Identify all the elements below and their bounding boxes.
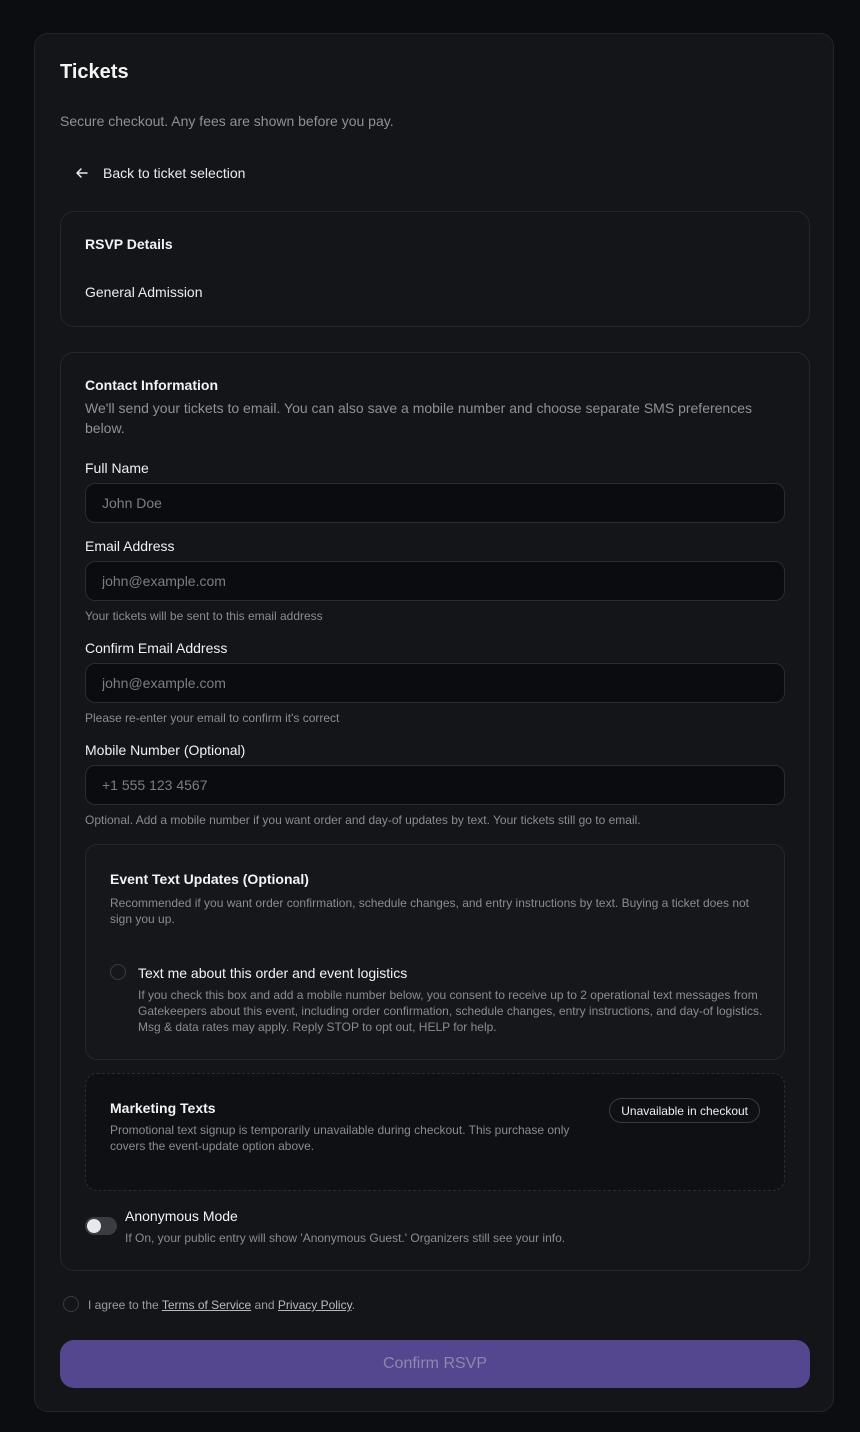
email-input[interactable]: [85, 561, 785, 601]
full-name-input[interactable]: [85, 483, 785, 523]
sms-consent-checkbox[interactable]: [110, 964, 126, 980]
email-label: Email Address: [85, 538, 175, 554]
confirm-email-help-text: Please re-enter your email to confirm it's correct: [85, 711, 340, 725]
anonymous-mode-label: Anonymous Mode: [125, 1208, 238, 1224]
agree-suffix: .: [351, 1298, 356, 1312]
mobile-number-input[interactable]: [85, 765, 785, 805]
marketing-heading: Marketing Texts: [110, 1100, 216, 1116]
agree-conjunction: and: [251, 1298, 278, 1312]
anonymous-mode-description: If On, your public entry will show 'Anonymous Guest.' Organizers still see your info.: [125, 1231, 566, 1245]
contact-description: We'll send your tickets to email. You can also save a mobile number and choose separate SMS preferences below.: [85, 400, 753, 436]
toggle-knob: [87, 1219, 101, 1233]
full-name-label: Full Name: [85, 460, 149, 476]
confirm-rsvp-button[interactable]: Confirm RSVP: [60, 1340, 810, 1388]
contact-information-panel: [60, 352, 810, 1271]
sms-consent-label[interactable]: Text me about this order and event logistics: [138, 965, 408, 981]
sms-updates-description: Recommended if you want order confirmation, schedule changes, and entry instructions by text. Buying a ticket does not sign you up.: [110, 896, 750, 926]
unavailable-badge: Unavailable in checkout: [609, 1098, 760, 1123]
email-help-text: Your tickets will be sent to this email address: [85, 609, 323, 623]
privacy-policy-link[interactable]: Privacy Policy: [277, 1298, 352, 1312]
event-text-updates-box: [85, 844, 785, 1060]
mobile-number-label: Mobile Number (Optional): [85, 742, 246, 758]
ticket-type-name: General Admission: [85, 284, 203, 300]
marketing-texts-box: [85, 1073, 785, 1191]
page-title: Tickets: [60, 61, 129, 83]
page-subtitle: Secure checkout. Any fees are shown before you pay.: [60, 113, 394, 129]
arrow-left-icon: [75, 166, 89, 180]
back-button-label: Back to ticket selection: [103, 165, 246, 181]
sms-consent-description: If you check this box and add a mobile number below, you consent to receive up to 2 operational text messages from Gatekeepers about this event, including order confirmation, schedule changes, entry instructions, and day-of logistics. Msg & data rates may apply. Reply STOP to opt out, HELP for help.: [138, 988, 763, 1034]
rsvp-details-heading: RSVP Details: [85, 236, 173, 252]
checkout-card: [34, 33, 834, 1412]
sms-updates-heading: Event Text Updates (Optional): [110, 871, 309, 887]
contact-heading: Contact Information: [85, 377, 218, 393]
anonymous-mode-toggle[interactable]: [85, 1217, 117, 1235]
terms-agreement-checkbox[interactable]: [63, 1296, 79, 1312]
mobile-help-text: Optional. Add a mobile number if you want order and day-of updates by text. Your tickets still go to email.: [85, 813, 641, 827]
terms-agreement-text: [88, 1298, 355, 1312]
marketing-description: Promotional text signup is temporarily unavailable during checkout. This purchase only covers the event-update option above.: [110, 1123, 570, 1153]
confirm-email-label: Confirm Email Address: [85, 640, 228, 656]
confirm-email-input[interactable]: [85, 663, 785, 703]
terms-of-service-link[interactable]: Terms of Service: [161, 1298, 252, 1312]
back-to-ticket-selection-button[interactable]: [60, 157, 245, 189]
rsvp-details-panel: [60, 211, 810, 327]
agree-prefix: I agree to the: [88, 1298, 162, 1312]
